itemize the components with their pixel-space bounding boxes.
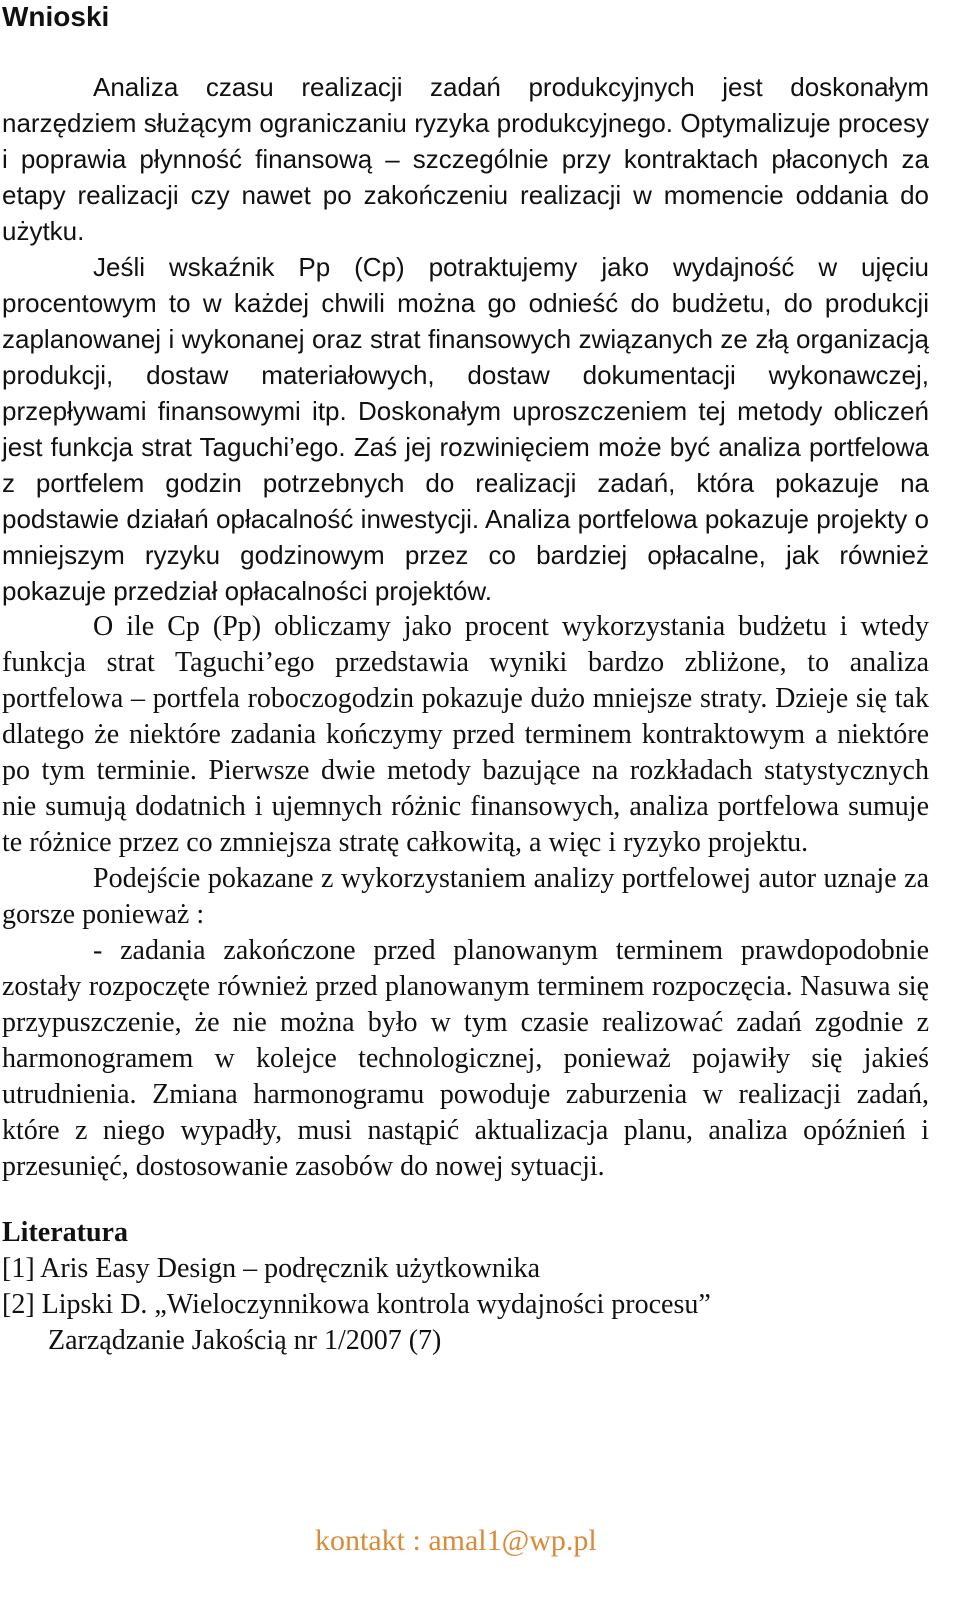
paragraph-5: - zadania zakończone przed planowanym terminem prawdopodobnie zostały rozpoczęte również przed planowanym terminem rozpoczęcia. Nasuwa się przypuszczenie, że nie można było w tym czasie realizować zadań zgodnie z harmonogramem w kolejce technologicznej, ponieważ pojawiły się jakieś utrudnienia. Zmiana harmonogramu powoduje zaburzenia w realizacji zadań, które z niego wypadły, musi nastąpić aktualizacja planu, analiza opóźnień i przesunięć, dostosowanie zasobów do nowej sytuacji.: [2, 935, 929, 1182]
paragraph-4: Podejście pokazane z wykorzystaniem analizy portfelowej autor uznaje za gorsze ponieważ :: [2, 863, 929, 930]
paragraph-1: Analiza czasu realizacji zadań produkcyjnych jest doskonałym narzędziem służącym ograniczaniu ryzyka produkcyjnego. Optymalizuje procesy i poprawia płynność finansową – szczególnie przy kontraktach płaconych za etapy realizacji czy nawet po zakończeniu realizacji w momencie oddania do użytku.: [2, 72, 929, 246]
conclusions-heading: Wnioski: [2, 1, 110, 32]
reference-1: [1] Aris Easy Design – podręcznik użytkownika: [2, 1253, 541, 1284]
conclusions-section: [2, 69, 929, 1185]
paragraph-2: Jeśli wskaźnik Pp (Cp) potraktujemy jako wydajność w ujęciu procentowym to w każdej chwili można go odnieść do budżetu, do produkcji zaplanowanej i wykonanej oraz strat finansowych związanych ze złą organizacją produkcji, dostaw materiałowych, dostaw dokumentacji wykonawczej, przepływami finansowymi itp. Doskonałym uproszczeniem tej metody obliczeń jest funkcja strat Taguchi’ego. Zaś jej rozwinięciem może być analiza portfelowa z portfelem godzin potrzebnych do realizacji zadań, która pokazuje na podstawie działań opłacalność inwestycji. Analiza portfelowa pokazuje projekty o mniejszym ryzyku godzinowym przez co bardziej opłacalne, jak również pokazuje przedział opłacalności projektów.: [2, 252, 929, 606]
contact-email: kontakt : amal1@wp.pl: [315, 1524, 597, 1557]
reference-2-continuation: Zarządzanie Jakością nr 1/2007 (7): [48, 1325, 442, 1356]
paragraph-3: O ile Cp (Pp) obliczamy jako procent wykorzystania budżetu i wtedy funkcja strat Taguchi’ego przedstawia wyniki bardzo zbliżone, to analiza portfelowa – portfela roboczogodzin pokazuje dużo mniejsze straty. Dzieje się tak dlatego że niektóre zadania kończymy przed terminem kontraktowym a niektóre po tym terminie. Pierwsze dwie metody bazujące na rozkładach statystycznych nie sumują dodatnich i ujemnych różnic finansowych, analiza portfelowa sumuje te różnice przez co zmniejsza stratę całkowitą, a więc i ryzyko projektu.: [2, 611, 929, 858]
references-list: [2, 1251, 929, 1359]
references-heading: Literatura: [2, 1217, 128, 1248]
reference-2: [2] Lipski D. „Wieloczynnikowa kontrola wydajności procesu”: [2, 1289, 711, 1320]
